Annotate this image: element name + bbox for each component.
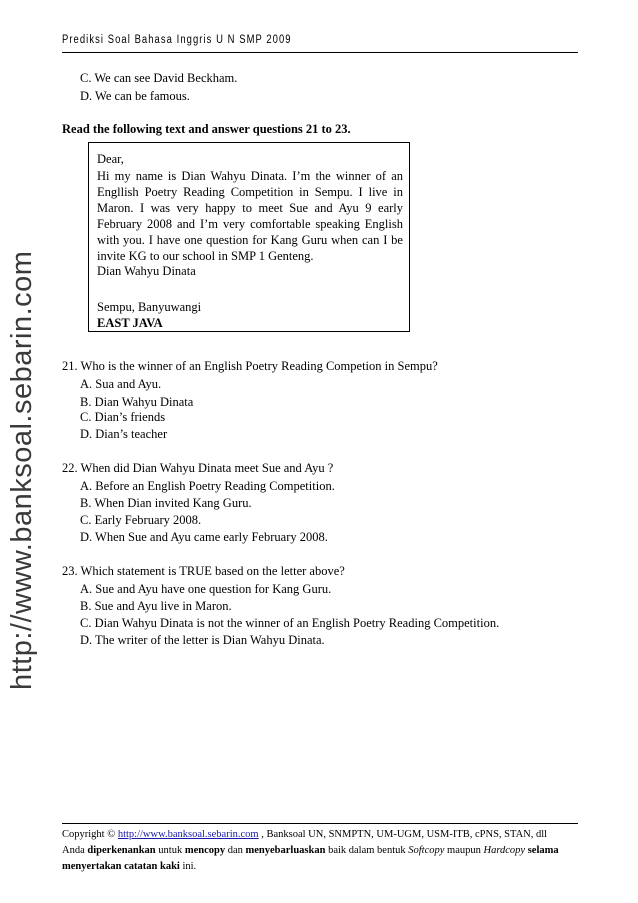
q21-option-d: D. Dian’s teacher bbox=[80, 427, 168, 441]
q22-option-b: B. When Dian invited Kang Guru. bbox=[80, 496, 252, 510]
footer-bold-text: diperkenankan bbox=[87, 845, 156, 856]
letter-address-city: Sempu, Banyuwangi bbox=[97, 300, 202, 314]
letter-body: Hi my name is Dian Wahyu Dinata. I’m the winner of an Engllish Poetry Reading Competition in Sempu. I live in Maron. I was very happy to meet Sue and Ayu 9 early February 2008 and I’m very comfortable speaking English with you. I have one question for Kang Guru when can I be invite KG to our school in SMP 1 Genteng. bbox=[97, 169, 403, 263]
footer-line-3 bbox=[62, 859, 582, 875]
footer-link[interactable]: http://www.banksoal.sebarin.com bbox=[117, 829, 259, 840]
q21-option-a: A. Sua and Ayu. bbox=[80, 377, 162, 391]
watermark-url: http://www.banksoal.sebarin.com bbox=[6, 250, 38, 690]
footer-divider bbox=[62, 823, 578, 824]
q23-option-d: D. The writer of the letter is Dian Wahyu Dinata. bbox=[80, 633, 325, 647]
page-footer bbox=[62, 827, 582, 875]
footer-text: Anda bbox=[62, 845, 85, 856]
q22-option-d: D. When Sue and Ayu came early February 2008. bbox=[80, 530, 328, 544]
footer-bold-text: mencopy bbox=[184, 845, 226, 856]
header-divider bbox=[62, 52, 578, 53]
footer-bold-text: menyertakan catatan kaki bbox=[62, 861, 180, 872]
q22-option-c: C. Early February 2008. bbox=[80, 513, 202, 527]
footer-italic-text: Softcopy bbox=[408, 845, 445, 856]
prev-option-d: D. We can be famous. bbox=[80, 89, 190, 103]
footer-copyright: Copyright © bbox=[62, 829, 116, 840]
letter-greeting: Dear, bbox=[97, 152, 124, 166]
footer-bold-text: menyebarluaskan bbox=[245, 845, 326, 856]
q21-option-c: C. Dian’s friends bbox=[80, 410, 166, 424]
question-21: 21. Who is the winner of an English Poetry Reading Competion in Sempu? bbox=[62, 359, 438, 373]
footer-text: maupun bbox=[447, 845, 481, 856]
letter-signature: Dian Wahyu Dinata bbox=[97, 264, 196, 278]
footer-text: untuk bbox=[158, 845, 183, 856]
prev-option-c: C. We can see David Beckham. bbox=[80, 71, 238, 85]
footer-text: dan bbox=[227, 845, 243, 856]
footer-sites: , Banksoal UN, SNMPTN, UM-UGM, USM-ITB, cPNS, STAN, dll bbox=[261, 829, 548, 840]
reading-instruction: Read the following text and answer questions 21 to 23. bbox=[62, 122, 351, 136]
footer-text: ini. bbox=[182, 861, 197, 872]
question-23: 23. Which statement is TRUE based on the letter above? bbox=[62, 564, 345, 578]
question-22: 22. When did Dian Wahyu Dinata meet Sue and Ayu ? bbox=[62, 461, 334, 475]
footer-italic-text: Hardcopy bbox=[483, 845, 526, 856]
page-header: Prediksi Soal Bahasa Inggris U N SMP 2009 bbox=[62, 34, 292, 46]
footer-line-1 bbox=[62, 827, 582, 843]
q23-option-a: A. Sue and Ayu have one question for Kang Guru. bbox=[80, 582, 332, 596]
q22-option-a: A. Before an English Poetry Reading Competition. bbox=[80, 479, 335, 493]
footer-text: baik dalam bentuk bbox=[328, 845, 406, 856]
letter-address-province: EAST JAVA bbox=[97, 316, 163, 330]
q21-option-b: B. Dian Wahyu Dinata bbox=[80, 395, 194, 409]
q23-option-c: C. Dian Wahyu Dinata is not the winner of an English Poetry Reading Competition. bbox=[80, 616, 500, 630]
footer-line-2 bbox=[62, 843, 582, 859]
q23-option-b: B. Sue and Ayu live in Maron. bbox=[80, 599, 232, 613]
footer-bold-text: selama bbox=[527, 845, 559, 856]
